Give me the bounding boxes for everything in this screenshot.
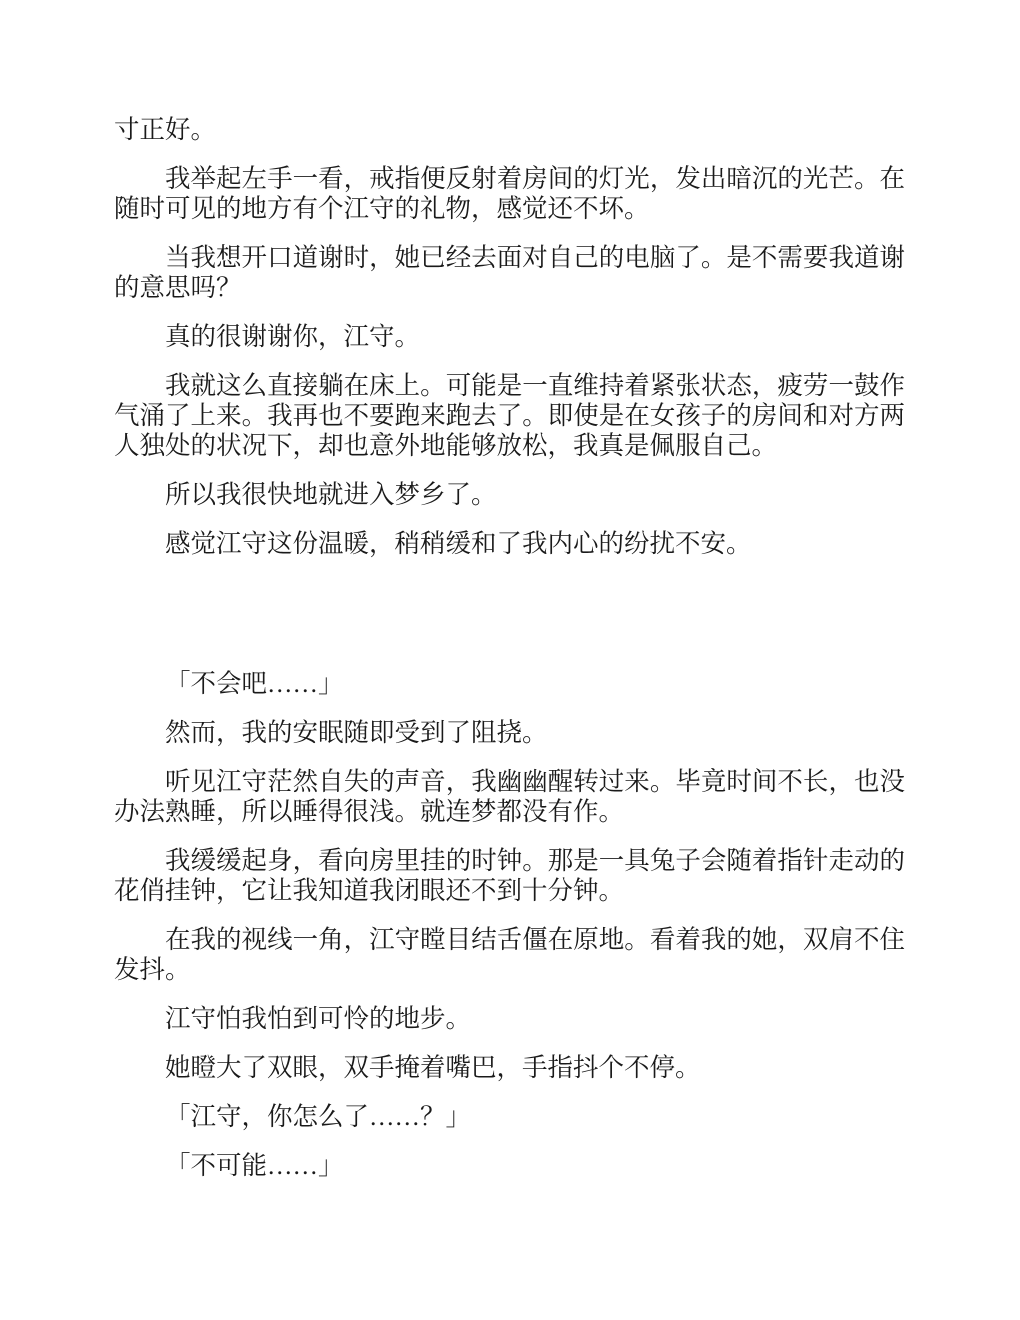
paragraph: 听见江守茫然自失的声音，我幽幽醒转过来。毕竟时间不长，也没办法熟睡，所以睡得很浅。就连梦都没有作。 [114, 767, 905, 826]
paragraph: 所以我很快地就进入梦乡了。 [165, 480, 497, 509]
paragraph: 感觉江守这份温暖，稍稍缓和了我内心的纷扰不安。 [165, 529, 752, 558]
paragraph: 然而，我的安眠随即受到了阻挠。 [165, 718, 548, 747]
paragraph: 我举起左手一看，戒指便反射着房间的灯光，发出暗沉的光芒。在随时可见的地方有个江守的礼物，感觉还不坏。 [114, 164, 905, 223]
paragraph: 在我的视线一角，江守瞠目结舌僵在原地。看着我的她，双肩不住发抖。 [114, 925, 905, 984]
text-column [114, 115, 905, 1200]
paragraph: 我缓缓起身，看向房里挂的时钟。那是一具兔子会随着指针走动的花俏挂钟，它让我知道我闭眼还不到十分钟。 [114, 846, 905, 905]
paragraph: 「江守，你怎么了……？」 [165, 1102, 472, 1131]
paragraph: 「不可能……」 [165, 1151, 344, 1180]
paragraph: 我就这么直接躺在床上。可能是一直维持着紧张状态，疲劳一鼓作气涌了上来。我再也不要跑来跑去了。即使是在女孩子的房间和对方两人独处的状况下，却也意外地能够放松，我真是佩服自己。 [114, 371, 905, 460]
scene-break [114, 578, 905, 669]
paragraph: 真的很谢谢你，江守。 [165, 322, 421, 351]
paragraph: 寸正好。 [114, 115, 217, 144]
paragraph: 她瞪大了双眼，双手掩着嘴巴，手指抖个不停。 [165, 1053, 701, 1082]
paragraph: 当我想开口道谢时，她已经去面对自己的电脑了。是不需要我道谢的意思吗？ [114, 243, 905, 302]
paragraph: 「不会吧……」 [165, 669, 344, 698]
paragraph: 江守怕我怕到可怜的地步。 [165, 1004, 472, 1033]
